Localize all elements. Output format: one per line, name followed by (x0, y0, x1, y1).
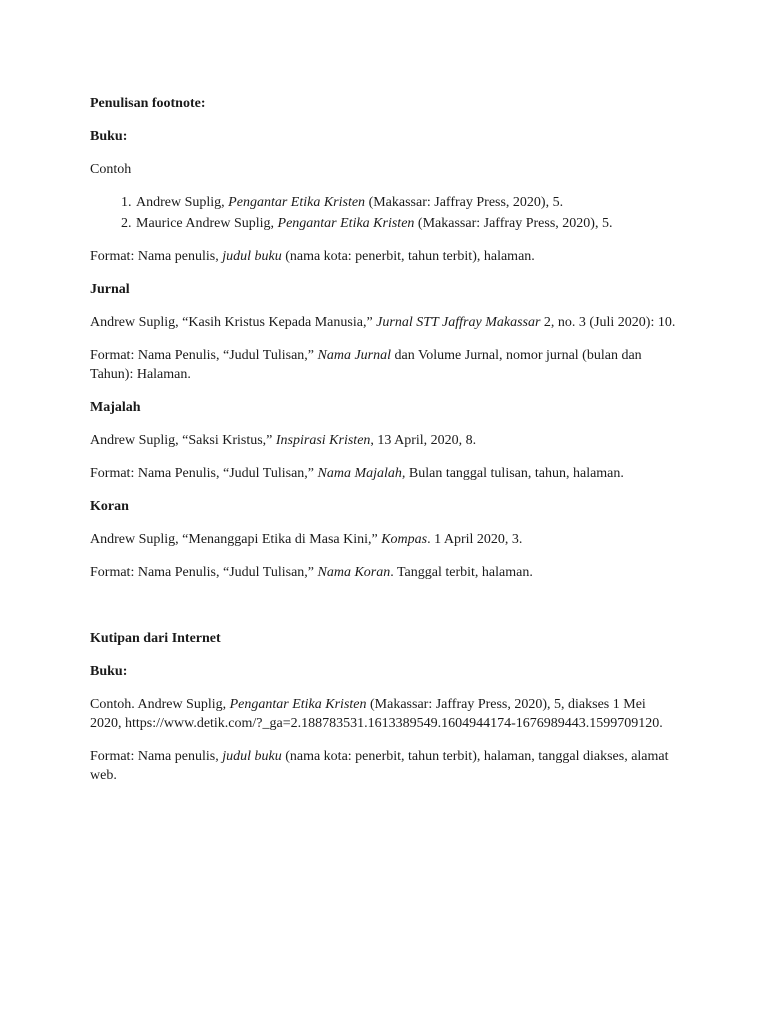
citation-text: Contoh. Andrew Suplig, (90, 697, 230, 712)
footnote-heading: Penulisan footnote: (90, 96, 206, 111)
format-text: Format: Nama penulis, (90, 749, 223, 764)
format-text: Format: Nama penulis, (90, 249, 223, 264)
book-example-list (90, 193, 680, 233)
book-format (90, 247, 680, 266)
list-item (135, 214, 680, 233)
newspaper-example (90, 530, 680, 549)
newspaper-format (90, 563, 680, 582)
format-italic: Nama Majalah, (317, 466, 406, 481)
magazine-heading: Majalah (90, 400, 141, 415)
magazine-format (90, 464, 680, 483)
document-page (90, 94, 680, 799)
journal-heading: Jurnal (90, 282, 130, 297)
format-text: dan Volume Jurnal, nomor jurnal (bulan dan Tahun): Halaman. (90, 348, 642, 382)
citation-details: (Makassar: Jaffray Press, 2020), 5. (414, 216, 613, 231)
example-label: Contoh (90, 162, 132, 177)
newspaper-heading: Koran (90, 499, 129, 514)
citation-text: 2, no. 3 (Juli 2020): 10. (540, 315, 676, 330)
citation-text: Andrew Suplig, “Kasih Kristus Kepada Manusia,” (90, 315, 377, 330)
format-text: . Tanggal terbit, halaman. (390, 565, 533, 580)
format-text: Format: Nama Penulis, “Judul Tulisan,” (90, 348, 318, 363)
citation-title: Pengantar Etika Kristen (228, 195, 366, 210)
citation-text: Andrew Suplig, “Menanggapi Etika di Masa Kini,” (90, 532, 382, 547)
citation-text: . 1 April 2020, 3. (427, 532, 523, 547)
book-heading: Buku: (90, 129, 128, 144)
format-text: Format: Nama Penulis, “Judul Tulisan,” (90, 565, 318, 580)
citation-text: Andrew Suplig, “Saksi Kristus,” (90, 433, 276, 448)
citation-italic: Inspirasi Kristen (275, 433, 371, 448)
format-text: (nama kota: penerbit, tahun terbit), halaman, tanggal diakses, alamat web. (90, 749, 669, 783)
citation-details: (Makassar: Jaffray Press, 2020), 5. (365, 195, 564, 210)
format-italic: judul buku (222, 749, 282, 764)
citation-author: Maurice Andrew Suplig, (136, 216, 278, 231)
citation-italic: Jurnal STT Jaffray Makassar (376, 315, 541, 330)
format-italic: judul buku (222, 249, 282, 264)
internet-book-heading: Buku: (90, 664, 128, 679)
internet-heading: Kutipan dari Internet (90, 631, 221, 646)
format-italic: Nama Jurnal (317, 348, 391, 363)
citation-text: , 13 April, 2020, 8. (370, 433, 477, 448)
format-text: Bulan tanggal tulisan, tahun, halaman. (405, 466, 624, 481)
citation-italic: Kompas (381, 532, 428, 547)
journal-example (90, 313, 680, 332)
citation-text: (Makassar: Jaffray Press, 2020), 5, diakses 1 Mei 2020, https://www.detik.com/?_ga=2.188783531.1613389549.1604944174-1676989443.1599709120. (90, 697, 663, 731)
list-item (135, 193, 680, 212)
format-italic: Nama Koran (317, 565, 391, 580)
internet-book-example (90, 695, 680, 733)
internet-book-format (90, 747, 680, 785)
format-text: (nama kota: penerbit, tahun terbit), halaman. (281, 249, 535, 264)
format-text: Format: Nama Penulis, “Judul Tulisan,” (90, 466, 318, 481)
citation-italic: Pengantar Etika Kristen (229, 697, 367, 712)
citation-title: Pengantar Etika Kristen (277, 216, 415, 231)
magazine-example (90, 431, 680, 450)
citation-author: Andrew Suplig, (136, 195, 229, 210)
journal-format (90, 346, 680, 384)
